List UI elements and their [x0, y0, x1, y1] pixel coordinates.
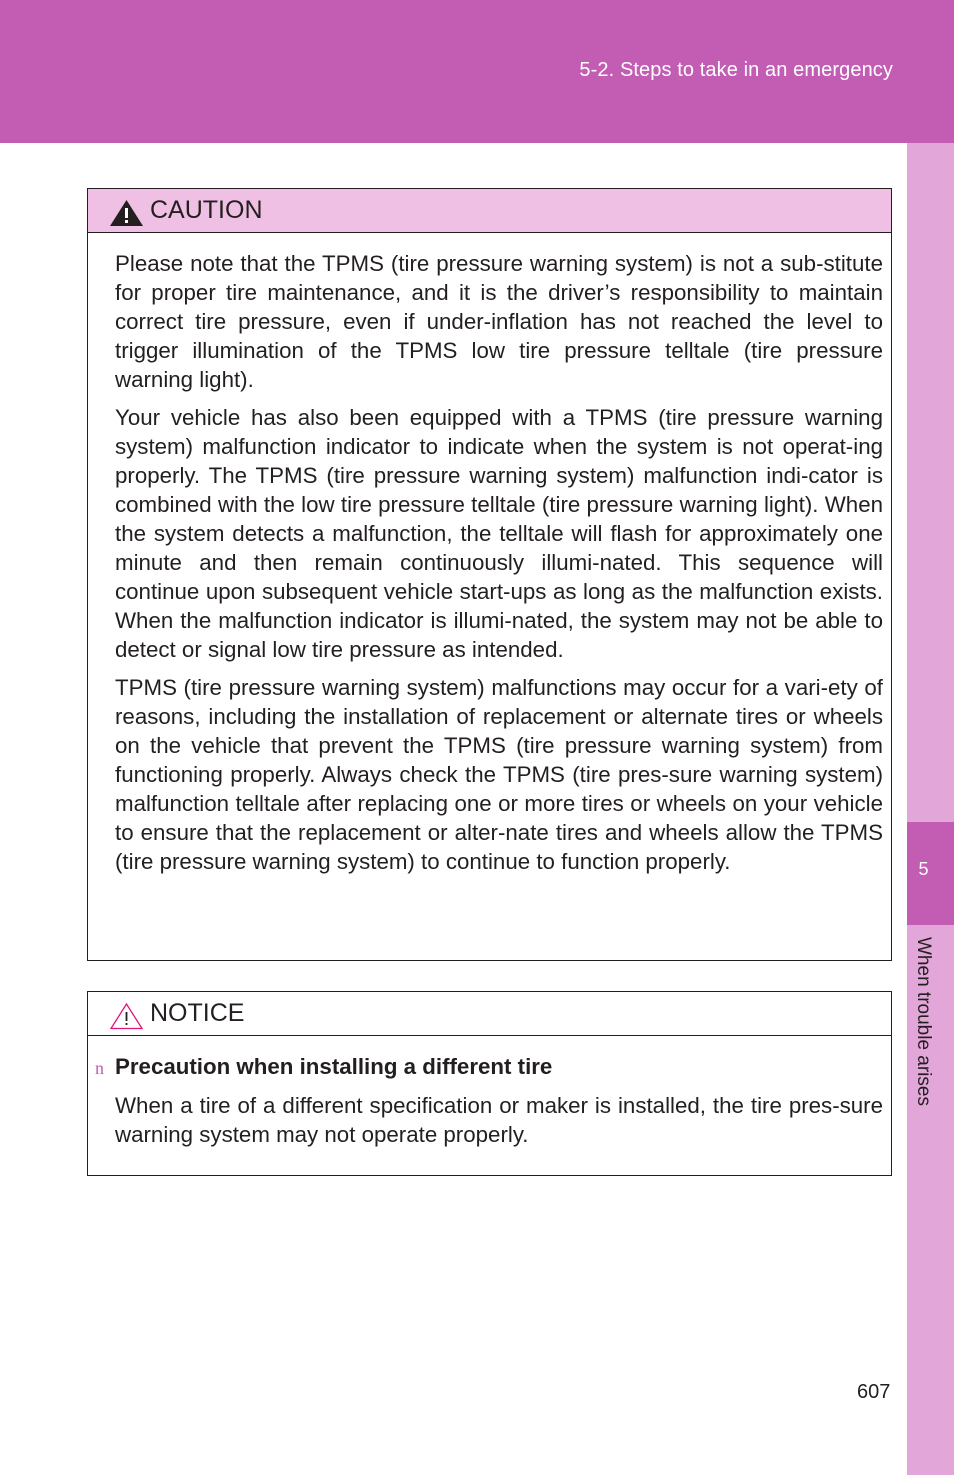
- warning-triangle-filled-icon: [109, 199, 144, 227]
- caution-header: [88, 189, 891, 233]
- caution-paragraph: TPMS (tire pressure warning system) malfunctions may occur for a vari-ety of reasons, including the installation of replacement or alternate tires or wheels on the vehicle that prevent the TPMS (tire pressure warning system) from functioning properly. Always check the TPMS (tire pres-sure warning system) malfunction telltale after replacing one or more tires or wheels on your vehicle to ensure that the replacement or alter-nate tires and wheels allow the TPMS (tire pressure warning system) to continue to function properly.: [115, 675, 883, 874]
- chapter-title: When trouble arises: [913, 937, 934, 1106]
- page-number: 607: [857, 1381, 891, 1403]
- notice-heading-text: Precaution when installing a different tire: [115, 1054, 553, 1079]
- warning-triangle-outline-icon: [109, 1002, 144, 1030]
- notice-heading: [95, 1052, 883, 1081]
- side-tab: [907, 143, 954, 1475]
- notice-paragraph: When a tire of a different specification or maker is installed, the tire pres-sure warning system may not operate properly.: [115, 1093, 883, 1147]
- section-title: 5-2. Steps to take in an emergency: [579, 59, 893, 81]
- chapter-tab: [907, 822, 954, 925]
- caution-paragraph: Please note that the TPMS (tire pressure warning system) is not a sub-stitute for proper tire maintenance, and it is the driver’s responsibility to maintain correct tire pressure, even if under-inflation has not reached the level to trigger illumination of the TPMS low tire pressure telltale (tire pressure warning light).: [115, 251, 883, 392]
- caution-paragraph: Your vehicle has also been equipped with a TPMS (tire pressure warning system) malfunction indicator to indicate when the system is not operat-ing properly. The TPMS (tire pressure warning system) malfunction indi-cator is combined with the low tire pressure telltale (tire pressure warning light). When the system detects a malfunction, the telltale will flash for approximately one minute and then remain continuously illumi-nated. This sequence will continue upon subsequent vehicle start-ups as long as the malfunction exists. When the malfunction indicator is illumi-nated, the system may not be able to detect or signal low tire pressure as intended.: [115, 405, 883, 662]
- notice-header: [88, 992, 891, 1036]
- bullet-marker: n: [95, 1058, 104, 1078]
- notice-box: [87, 991, 892, 1176]
- caution-box: [87, 188, 892, 961]
- notice-body: [95, 1052, 883, 1158]
- chapter-number: 5: [918, 859, 929, 879]
- notice-title: NOTICE: [150, 999, 245, 1027]
- page-header: [0, 0, 954, 143]
- caution-title: CAUTION: [150, 196, 263, 224]
- caution-body: [115, 249, 883, 885]
